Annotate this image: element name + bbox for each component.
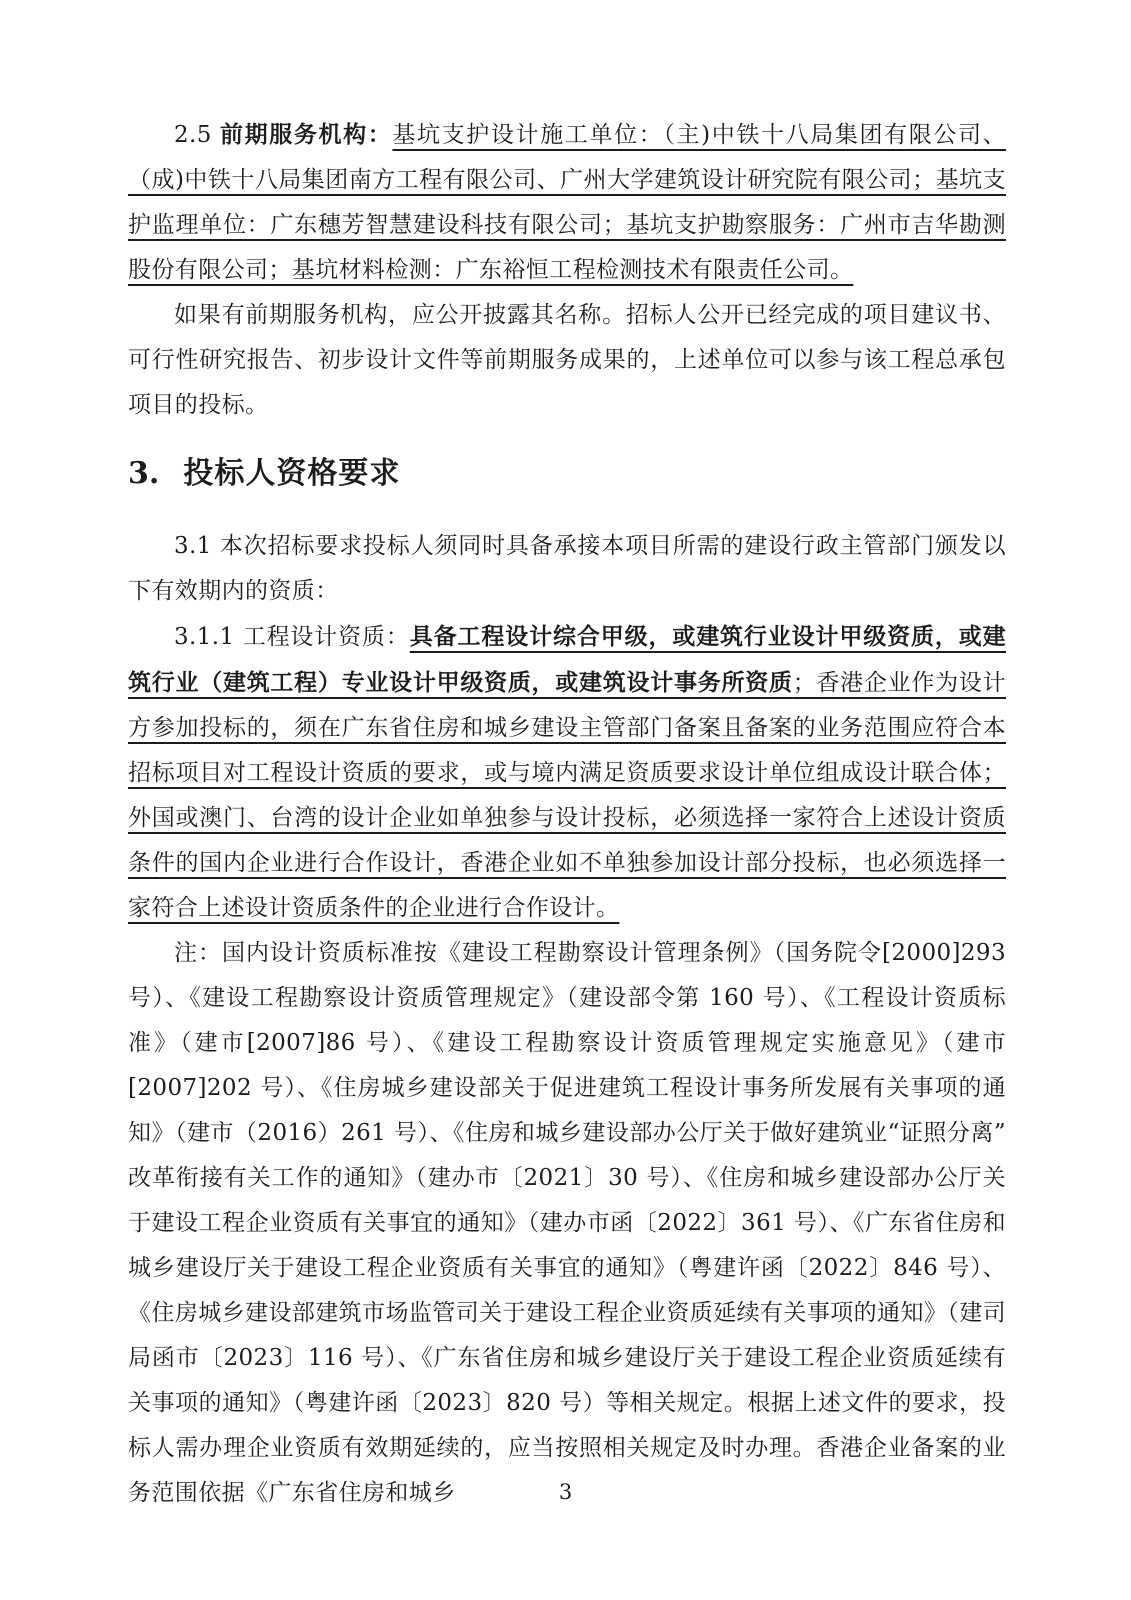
design-qualification-requirement: 具备工程设计综合甲级，或建筑行业设计甲级资质，或建筑行业（建筑工程）专业设计甲级资质，或建筑设计事务所资质 [128, 623, 1006, 696]
design-qualification-supplement: ；香港企业作为设计方参加投标的，须在广东省住房和城乡建设主管部门备案且备案的业务范围应符合本招标项目对工程设计资质的要求，或与境内满足资质要求设计单位组成设计联合体；外国或澳门、台湾的设计企业如单独参与设计投标，必须选择一家符合上述设计资质条件的国内企业进行合作设计，香港企业如不单独参加设计部分投标，也必须选择一家符合上述设计资质条件的企业进行合作设计。 [128, 670, 1006, 921]
section-3-number: 3. [128, 456, 160, 491]
paragraph-3-1-qualification-intro: 3.1 本次招标要求投标人须同时具备承接本项目所需的建设行政主管部门颁发以下有效期内的资质： [128, 533, 1006, 604]
clause-3-1-1-lead: 3.1.1 工程设计资质： [174, 624, 410, 650]
paragraph-2-5-preliminary-service-agencies [128, 112, 1006, 293]
paragraph-note-regulations: 注：国内设计资质标准按《建设工程勘察设计管理条例》（国务院令[2000]293 号）、《建设工程勘察设计资质管理规定》（建设部令第 160 号）、《工程设计资质标准》（建市[2007]86 号）、《建设工程勘察设计资质管理规定实施意见》（建市[2007]202 号）、《住房城乡建设部关于促进建筑工程设计事务所发展有关事项的通知》（建市（2016）261 号）、《住房和城乡建设部办公厅关于做好建筑业“证照分离”改革衔接有关工作的通知》（建办市〔2021〕30 号）、《住房和城乡建设部办公厅关于建设工程企业资质有关事宜的通知》（建办市函〔2022〕361 号）、《广东省住房和城乡建设厅关于建设工程企业资质有关事宜的通知》（粤建许函〔2022〕846 号）、《住房城乡建设部建筑市场监管司关于建设工程企业资质延续有关事项的通知》（建司局函市〔2023〕116 号）、《广东省住房和城乡建设厅关于建设工程企业资质延续有关事项的通知》（粤建许函〔2023〕820 号）等相关规定。根据上述文件的要求，投标人需办理企业资质有效期延续的，应当按照相关规定及时办理。香港企业备案的业务范围依据《广东省住房和城乡 [128, 940, 1006, 1506]
clause-2-5-number: 2.5 [174, 122, 212, 148]
paragraph-3-1-1-design-qualification [128, 614, 1006, 931]
section-3-heading [128, 451, 1006, 497]
page-number: 3 [558, 1480, 573, 1504]
section-3-title: 投标人资格要求 [183, 456, 401, 491]
clause-2-5-agency-list: 基坑支护设计施工单位：（主)中铁十八局集团有限公司、（成)中铁十八局集团南方工程有限公司、广州大学建筑设计研究院有限公司；基坑支护监理单位：广东穗芳智慧建设科技有限公司；基坑支护勘察服务：广州市吉华勘测股份有限公司；基坑材料检测：广东裕恒工程检测技术有限责任公司。 [128, 122, 1007, 283]
clause-2-5-label: 前期服务机构： [218, 121, 393, 148]
paragraph-disclosure: 如果有前期服务机构，应公开披露其名称。招标人公开已经完成的项目建议书、可行性研究报告、初步设计文件等前期服务成果的，上述单位可以参与该工程总承包项目的投标。 [128, 302, 1006, 418]
page-body [128, 112, 1006, 1516]
